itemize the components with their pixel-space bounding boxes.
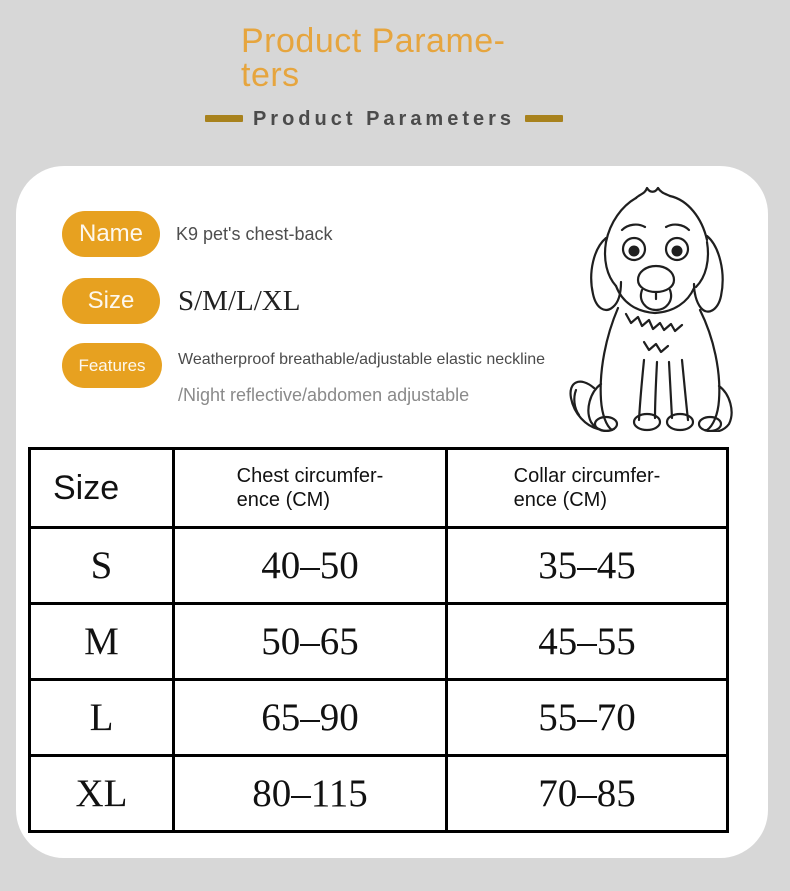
product-name-value: K9 pet's chest-back <box>176 223 333 244</box>
name-label-text: Name <box>78 220 144 247</box>
table-row <box>30 756 728 832</box>
size-label-pill <box>62 278 160 324</box>
column-header-size: Size <box>30 449 174 528</box>
spec-row-name <box>62 211 333 257</box>
size-options-value: S/M/L/XL <box>178 284 301 317</box>
page-title-line-2: ters <box>241 56 300 94</box>
features-value <box>178 343 545 406</box>
cell-size: XL <box>30 756 174 832</box>
cell-chest: 50–65 <box>174 604 447 680</box>
cell-chest: 80–115 <box>174 756 447 832</box>
size-chart-table <box>28 447 729 833</box>
features-label-text: Features <box>78 355 146 375</box>
left-dash-decoration <box>205 115 243 122</box>
cell-collar: 70–85 <box>447 756 728 832</box>
features-label-pill <box>62 343 162 388</box>
cell-chest: 65–90 <box>174 680 447 756</box>
section-heading <box>0 108 768 131</box>
table-row <box>30 680 728 756</box>
spec-row-size <box>62 278 300 324</box>
cell-collar: 55–70 <box>447 680 728 756</box>
cell-collar: 35–45 <box>447 528 728 604</box>
table-row <box>30 604 728 680</box>
spec-row-features <box>62 343 545 406</box>
page-title-line-1: Product Parame- <box>241 22 506 60</box>
page-title <box>241 24 541 92</box>
size-chart-header-row <box>30 449 728 528</box>
features-value-line-2: /Night reflective/abdomen adjustable <box>178 385 470 405</box>
section-heading-text: Product Parameters <box>252 108 516 130</box>
cell-size: S <box>30 528 174 604</box>
cell-size: L <box>30 680 174 756</box>
right-dash-decoration <box>525 115 563 122</box>
column-header-collar: Collar circumfer- ence (CM) <box>447 449 728 528</box>
product-parameters-card <box>16 166 768 858</box>
table-row <box>30 528 728 604</box>
size-label-text: Size <box>87 287 135 314</box>
name-label-pill <box>62 211 160 257</box>
cell-size: M <box>30 604 174 680</box>
cell-chest: 40–50 <box>174 528 447 604</box>
cell-collar: 45–55 <box>447 604 728 680</box>
features-value-line-1: Weatherproof breathable/adjustable elastic neckline <box>178 351 546 368</box>
puppy-illustration <box>560 174 756 432</box>
column-header-chest: Chest circumfer- ence (CM) <box>174 449 447 528</box>
